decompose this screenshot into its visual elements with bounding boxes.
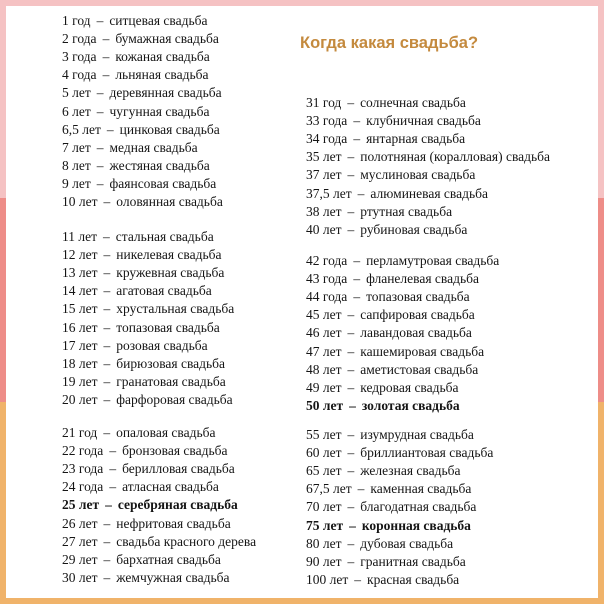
dash-separator: – xyxy=(103,391,111,407)
wedding-row xyxy=(306,343,484,361)
anniversary-years: 43 года xyxy=(306,271,348,287)
wedding-row xyxy=(306,426,474,444)
anniversary-years: 16 лет xyxy=(62,319,98,335)
wedding-row xyxy=(62,157,210,175)
wedding-name: фарфоровая свадьба xyxy=(116,391,233,407)
anniversary-years: 44 года xyxy=(306,289,348,305)
anniversary-years: 67,5 лет xyxy=(306,481,352,497)
dash-separator: – xyxy=(96,103,104,119)
wedding-row xyxy=(62,355,225,373)
wedding-name: янтарная свадьба xyxy=(366,131,466,147)
wedding-row xyxy=(62,373,226,391)
wedding-name: оловянная свадьба xyxy=(116,194,223,209)
wedding-row xyxy=(62,103,209,121)
wedding-row xyxy=(62,533,256,551)
wedding-name: золотая свадьба xyxy=(361,397,460,413)
dash-separator: – xyxy=(354,571,362,587)
wedding-row xyxy=(62,12,207,30)
dash-separator: – xyxy=(347,427,355,442)
wedding-row xyxy=(306,130,465,148)
wedding-row xyxy=(306,221,467,239)
dash-separator: – xyxy=(103,425,111,440)
anniversary-years: 7 лет xyxy=(62,139,91,155)
dash-separator: – xyxy=(347,325,355,341)
dash-separator: – xyxy=(347,445,355,461)
dash-separator: – xyxy=(103,301,111,317)
dash-separator: – xyxy=(353,113,361,129)
wedding-row xyxy=(306,517,471,535)
wedding-name: кедровая свадьба xyxy=(360,379,459,395)
wedding-name: алюминевая свадьба xyxy=(370,185,488,201)
dash-separator: – xyxy=(347,535,355,551)
anniversary-years: 3 года xyxy=(62,49,97,65)
anniversary-years: 4 года xyxy=(62,67,97,83)
dash-separator: – xyxy=(347,203,355,219)
wedding-row xyxy=(62,300,234,318)
dash-separator: – xyxy=(347,379,355,395)
wedding-row xyxy=(62,175,216,193)
dash-separator: – xyxy=(347,95,355,110)
dash-separator: – xyxy=(347,149,355,165)
wedding-name: льняная свадьба xyxy=(115,67,209,83)
anniversary-years: 23 года xyxy=(62,461,104,477)
dash-separator: – xyxy=(349,517,356,533)
wedding-name: агатовая свадьба xyxy=(116,283,212,299)
dash-separator: – xyxy=(103,569,111,585)
wedding-row xyxy=(306,148,550,166)
anniversary-years: 15 лет xyxy=(62,301,98,317)
wedding-name: дубовая свадьба xyxy=(360,535,454,551)
wedding-name: солнечная свадьба xyxy=(360,95,466,110)
anniversary-years: 26 лет xyxy=(62,515,98,531)
wedding-name: кашемировая свадьба xyxy=(360,343,485,359)
wedding-row xyxy=(306,535,453,553)
dash-separator: – xyxy=(347,307,355,323)
wedding-row xyxy=(306,112,481,130)
anniversary-years: 22 года xyxy=(62,443,104,459)
dash-separator: – xyxy=(109,461,117,477)
anniversary-years: 24 года xyxy=(62,479,104,495)
wedding-row xyxy=(62,30,219,48)
wedding-name: красная свадьба xyxy=(367,571,460,587)
anniversary-years: 11 лет xyxy=(62,229,98,244)
dash-separator: – xyxy=(103,229,110,244)
wedding-row xyxy=(306,185,488,203)
wedding-row xyxy=(306,252,499,270)
anniversary-years: 65 лет xyxy=(306,463,342,479)
wedding-row xyxy=(306,306,475,324)
wedding-row xyxy=(62,139,198,157)
wedding-row xyxy=(62,84,222,102)
wedding-row xyxy=(62,569,230,587)
wedding-row xyxy=(62,246,222,264)
wedding-name: серебряная свадьба xyxy=(117,497,238,513)
wedding-row xyxy=(62,460,235,478)
dash-separator: – xyxy=(103,515,111,531)
dash-separator: – xyxy=(347,343,355,359)
wedding-row xyxy=(306,166,475,184)
wedding-name: хрустальная свадьба xyxy=(116,301,235,317)
anniversary-years: 19 лет xyxy=(62,373,98,389)
dash-separator: – xyxy=(106,121,114,137)
wedding-name: благодатная свадьба xyxy=(360,499,477,515)
anniversary-years: 34 года xyxy=(306,131,348,147)
wedding-name: чугунная свадьба xyxy=(109,103,210,119)
wedding-row xyxy=(306,94,466,112)
wedding-row xyxy=(62,442,228,460)
wedding-row xyxy=(306,288,470,306)
wedding-name: бриллиантовая свадьба xyxy=(360,445,494,461)
dash-separator: – xyxy=(103,319,111,335)
dash-separator: – xyxy=(357,185,365,201)
wedding-row xyxy=(306,553,466,571)
wedding-name: розовая свадьба xyxy=(116,337,208,353)
dash-separator: – xyxy=(103,247,111,263)
wedding-name: гранатовая свадьба xyxy=(116,373,226,389)
wedding-row xyxy=(62,496,238,514)
anniversary-years: 6 лет xyxy=(62,103,91,119)
wedding-name: изумрудная свадьба xyxy=(360,427,474,442)
wedding-name: цинковая свадьба xyxy=(119,121,220,137)
wedding-name: лавандовая свадьба xyxy=(360,325,472,341)
dash-separator: – xyxy=(105,497,112,513)
anniversary-years: 100 лет xyxy=(306,571,349,587)
anniversary-years: 8 лет xyxy=(62,157,91,173)
anniversary-years: 37 лет xyxy=(306,167,342,183)
dash-separator: – xyxy=(96,157,104,173)
wedding-row xyxy=(306,571,459,589)
wedding-row xyxy=(62,264,224,282)
wedding-name: нефритовая свадьба xyxy=(116,515,231,531)
wedding-row xyxy=(306,480,471,498)
dash-separator: – xyxy=(96,13,104,28)
anniversary-years: 21 год xyxy=(62,425,98,440)
wedding-name: кружевная свадьба xyxy=(116,265,225,281)
anniversary-years: 37,5 лет xyxy=(306,185,352,201)
dash-separator: – xyxy=(103,265,111,281)
anniversary-years: 12 лет xyxy=(62,247,98,263)
anniversary-years: 27 лет xyxy=(62,533,98,549)
wedding-name: свадьба красного дерева xyxy=(116,533,257,549)
wedding-name: атласная свадьба xyxy=(122,479,219,495)
wedding-name: бронзовая свадьба xyxy=(122,443,228,459)
anniversary-years: 48 лет xyxy=(306,361,342,377)
anniversary-years: 60 лет xyxy=(306,445,342,461)
wedding-row xyxy=(306,444,493,462)
dash-separator: – xyxy=(109,479,117,495)
anniversary-years: 47 лет xyxy=(306,343,342,359)
anniversary-years: 25 лет xyxy=(62,497,100,513)
wedding-name: жестяная свадьба xyxy=(109,157,210,173)
wedding-row xyxy=(306,379,459,397)
dash-separator: – xyxy=(96,175,104,191)
anniversary-years: 55 лет xyxy=(306,427,342,442)
wedding-row xyxy=(306,462,461,480)
wedding-name: никелевая свадьба xyxy=(116,247,222,263)
wedding-row xyxy=(62,319,220,337)
anniversary-years: 5 лет xyxy=(62,85,91,101)
dash-separator: – xyxy=(353,253,361,268)
dash-separator: – xyxy=(347,361,355,377)
dash-separator: – xyxy=(353,131,361,147)
wedding-name: фланелевая свадьба xyxy=(366,271,479,287)
anniversary-years: 10 лет xyxy=(62,194,98,209)
wedding-row xyxy=(306,270,479,288)
wedding-name: топазовая свадьба xyxy=(366,289,470,305)
anniversary-years: 9 лет xyxy=(62,175,91,191)
dash-separator: – xyxy=(103,551,111,567)
wedding-row xyxy=(306,397,460,415)
dash-separator: – xyxy=(357,481,365,497)
wedding-name: опаловая свадьба xyxy=(116,425,216,440)
dash-separator: – xyxy=(347,167,355,183)
wedding-name: фаянсовая свадьба xyxy=(109,175,217,191)
wedding-row xyxy=(62,515,231,533)
anniversary-years: 33 года xyxy=(306,113,348,129)
wedding-name: каменная свадьба xyxy=(370,481,472,497)
anniversary-years: 17 лет xyxy=(62,337,98,353)
wedding-row xyxy=(306,361,478,379)
anniversary-years: 35 лет xyxy=(306,149,342,165)
anniversary-years: 38 лет xyxy=(306,203,342,219)
wedding-row xyxy=(62,391,233,409)
dash-separator: – xyxy=(103,194,111,209)
anniversary-years: 50 лет xyxy=(306,397,344,413)
wedding-name: жемчужная свадьба xyxy=(116,569,230,585)
wedding-row xyxy=(62,228,214,246)
wedding-name: сапфировая свадьба xyxy=(360,307,475,323)
wedding-name: гранитная свадьба xyxy=(360,553,466,569)
wedding-name: рубиновая свадьба xyxy=(360,221,468,237)
wedding-name: ртутная свадьба xyxy=(360,203,453,219)
dash-separator: – xyxy=(103,373,111,389)
wedding-name: берилловая свадьба xyxy=(122,461,235,477)
wedding-name: железная свадьба xyxy=(360,463,461,479)
anniversary-years: 20 лет xyxy=(62,391,98,407)
anniversary-years: 29 лет xyxy=(62,551,98,567)
wedding-name: перламутровая свадьба xyxy=(366,253,500,268)
wedding-row xyxy=(62,48,210,66)
dash-separator: – xyxy=(347,553,355,569)
anniversary-years: 42 года xyxy=(306,253,348,268)
dash-separator: – xyxy=(347,499,355,515)
wedding-name: бумажная свадьба xyxy=(115,31,219,47)
anniversary-years: 80 лет xyxy=(306,535,342,551)
anniversary-years: 90 лет xyxy=(306,553,342,569)
wedding-row xyxy=(62,282,212,300)
wedding-name: топазовая свадьба xyxy=(116,319,220,335)
wedding-name: муслиновая свадьба xyxy=(360,167,476,183)
dash-separator: – xyxy=(109,443,117,459)
wedding-name: деревянная свадьба xyxy=(109,85,222,101)
dash-separator: – xyxy=(347,463,355,479)
dash-separator: – xyxy=(96,139,104,155)
dash-separator: – xyxy=(353,289,361,305)
dash-separator: – xyxy=(103,533,111,549)
anniversary-years: 30 лет xyxy=(62,569,98,585)
wedding-name: ситцевая свадьба xyxy=(109,13,208,28)
dash-separator: – xyxy=(349,397,356,413)
dash-separator: – xyxy=(347,221,355,237)
anniversary-years: 1 год xyxy=(62,13,91,28)
wedding-row xyxy=(62,66,209,84)
wedding-name: бархатная свадьба xyxy=(116,551,221,567)
wedding-row xyxy=(62,121,220,139)
wedding-row xyxy=(62,478,219,496)
dash-separator: – xyxy=(103,337,111,353)
wedding-name: кожаная свадьба xyxy=(115,49,210,65)
anniversary-years: 75 лет xyxy=(306,517,344,533)
wedding-name: аметистовая свадьба xyxy=(360,361,479,377)
wedding-name: бирюзовая свадьба xyxy=(116,355,226,371)
wedding-name: клубничная свадьба xyxy=(366,113,481,129)
page-title: Когда какая свадьба? xyxy=(300,34,479,52)
anniversary-years: 13 лет xyxy=(62,265,98,281)
wedding-row xyxy=(62,193,223,211)
wedding-row xyxy=(306,498,476,516)
anniversary-years: 31 год xyxy=(306,95,342,110)
dash-separator: – xyxy=(103,283,111,299)
dash-separator: – xyxy=(353,271,361,287)
dash-separator: – xyxy=(96,85,104,101)
wedding-row xyxy=(62,551,221,569)
wedding-name: полотняная (коралловая) свадьба xyxy=(360,149,551,165)
dash-separator: – xyxy=(103,355,111,371)
dash-separator: – xyxy=(102,31,110,47)
wedding-row xyxy=(62,424,215,442)
anniversary-years: 2 года xyxy=(62,31,97,47)
anniversary-years: 49 лет xyxy=(306,379,342,395)
wedding-name: стальная свадьба xyxy=(115,229,214,244)
anniversary-years: 45 лет xyxy=(306,307,342,323)
wedding-row xyxy=(306,203,452,221)
anniversary-years: 46 лет xyxy=(306,325,342,341)
wedding-name: коронная свадьба xyxy=(361,517,471,533)
dash-separator: – xyxy=(102,49,110,65)
anniversary-years: 6,5 лет xyxy=(62,121,101,137)
anniversary-years: 40 лет xyxy=(306,221,342,237)
anniversary-years: 14 лет xyxy=(62,283,98,299)
dash-separator: – xyxy=(102,67,110,83)
wedding-row xyxy=(62,337,208,355)
anniversary-years: 18 лет xyxy=(62,355,98,371)
anniversary-years: 70 лет xyxy=(306,499,342,515)
wedding-row xyxy=(306,324,472,342)
wedding-name: медная свадьба xyxy=(109,139,198,155)
